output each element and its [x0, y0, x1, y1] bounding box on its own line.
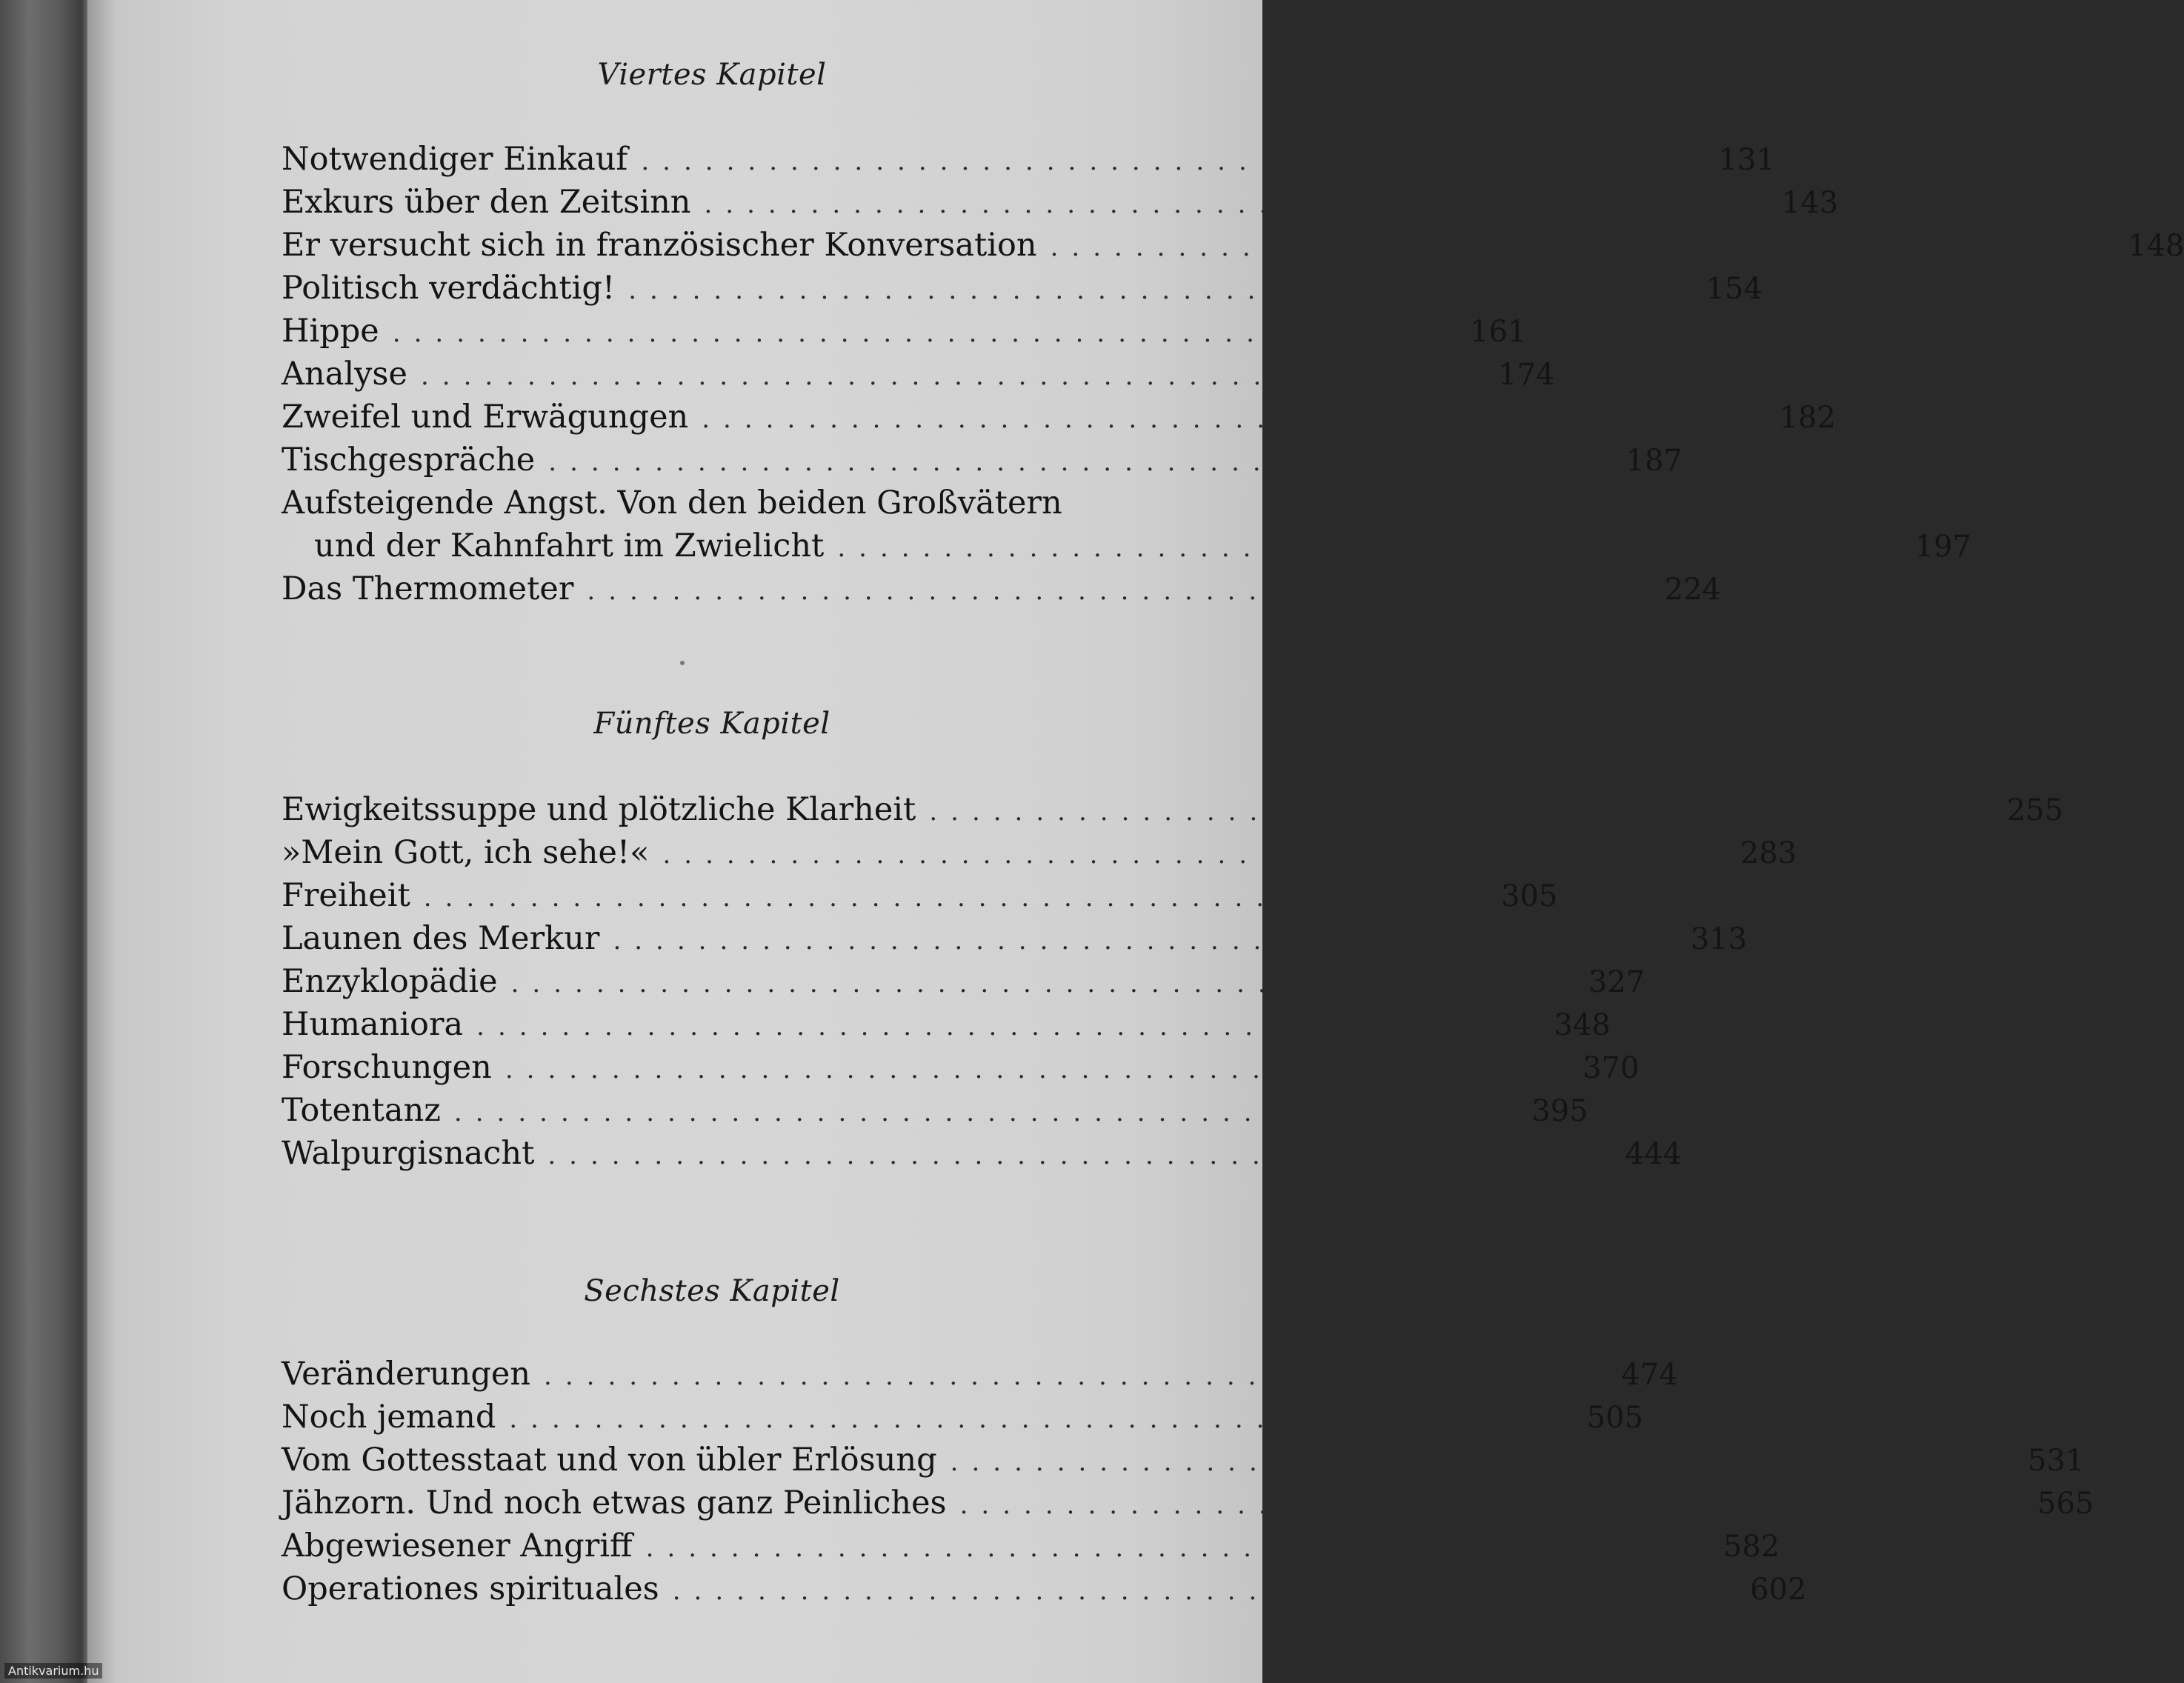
entry-title: Operationes spirituales	[282, 1570, 659, 1607]
dot-leader: ..................................................	[505, 1055, 1573, 1084]
entry-title: Noch jemand	[282, 1399, 496, 1436]
toc-entry	[282, 1353, 1678, 1396]
entry-title: Politisch verdächtig!	[282, 270, 616, 307]
entry-title: Veränderungen	[282, 1356, 531, 1393]
entry-title: Enzyklopädie	[282, 963, 498, 1000]
dot-leader: ..................................................	[453, 1098, 1522, 1127]
entry-page: 474	[1621, 1358, 1678, 1392]
source-watermark: Antikvarium.hu	[4, 1663, 102, 1679]
dot-leader: ..................................................	[662, 840, 1730, 870]
entry-page: 395	[1531, 1094, 1588, 1128]
chapter-heading-5: Fünftes Kapitel	[593, 707, 830, 741]
toc-entry	[282, 267, 1762, 310]
entry-page: 602	[1750, 1573, 1807, 1607]
dot-leader: ..................................................	[587, 576, 1654, 606]
entry-title-continuation: und der Kahnfahrt im Zwielicht	[314, 527, 825, 564]
toc-entry	[282, 138, 1776, 181]
dot-leader: ..................................................	[544, 1362, 1611, 1391]
entry-title: Exkurs über den Zeitsinn	[282, 184, 691, 221]
dot-leader: ..................................................	[628, 276, 1696, 305]
entry-page: 531	[2028, 1444, 2085, 1478]
dot-leader: ..................................................	[510, 969, 1579, 999]
dot-leader: ..................................................	[392, 319, 1460, 348]
entry-title: Das Thermometer	[282, 570, 574, 607]
dot-leader: ..................................................	[420, 361, 1488, 391]
entry-page: 182	[1779, 401, 1836, 435]
toc-entry	[282, 1482, 2094, 1524]
dot-leader: ..................................................	[959, 1490, 2028, 1520]
dot-leader: ..................................................	[672, 1576, 1740, 1606]
toc-entry	[282, 1046, 1639, 1089]
entry-title: Tischgespräche	[282, 441, 536, 479]
toc-entry	[282, 396, 1836, 439]
dot-leader: ..................................................	[950, 1447, 2018, 1477]
dot-leader: ..................................................	[641, 147, 1708, 176]
toc-entry	[282, 1089, 1588, 1132]
entry-page: 313	[1690, 922, 1748, 956]
toc-entry	[282, 831, 1797, 874]
entry-page: 370	[1582, 1051, 1639, 1085]
entry-title: Vom Gottesstaat und von übler Erlösung	[282, 1442, 937, 1479]
toc-entry	[282, 917, 1748, 960]
entry-page: 582	[1722, 1530, 1780, 1564]
dot-leader: ..................................................	[547, 1141, 1615, 1170]
toc-entry	[282, 353, 1555, 396]
entry-title: Jähzorn. Und noch etwas ganz Peinliches	[282, 1484, 947, 1522]
entry-title: Launen des Merkur	[282, 920, 600, 957]
toc-entry	[282, 874, 1558, 917]
entry-title: Zweifel und Erwägungen	[282, 399, 689, 436]
entry-page: 187	[1625, 444, 1683, 478]
paper-speck	[680, 661, 685, 665]
toc-entry	[282, 310, 1527, 353]
entry-page: 255	[2006, 793, 2064, 827]
entry-title: Forschungen	[282, 1049, 492, 1086]
chapter-heading-4: Viertes Kapitel	[597, 58, 827, 92]
entry-title: Freiheit	[282, 877, 410, 914]
entry-page: 224	[1664, 573, 1722, 607]
entry-page: 283	[1739, 836, 1797, 870]
dot-leader: ..................................................	[645, 1533, 1713, 1563]
entry-page: 327	[1588, 965, 1645, 999]
entry-title: Ewigkeitssuppe und plötzliche Klarheit	[282, 791, 916, 828]
entry-page: 148	[2128, 229, 2184, 263]
entry-page: 143	[1781, 186, 1839, 220]
entry-page: 348	[1554, 1008, 1611, 1042]
entry-title: Walpurgisnacht	[282, 1135, 535, 1172]
dot-leader: ..................................................	[613, 926, 1680, 956]
toc-entry	[282, 1003, 1611, 1046]
entry-title: Aufsteigende Angst. Von den beiden Großvätern	[282, 484, 1062, 521]
toc-entry	[282, 224, 2184, 267]
book-page	[87, 0, 2184, 1683]
entry-page: 505	[1586, 1401, 1644, 1435]
toc-entry	[282, 1132, 1682, 1175]
entry-title: »Mein Gott, ich sehe!«	[282, 834, 650, 871]
entry-page: 174	[1498, 358, 1555, 392]
toc-entry	[282, 181, 1839, 224]
entry-title: Hippe	[282, 313, 379, 350]
dot-leader: ..................................................	[837, 533, 1905, 563]
toc-entry	[282, 439, 1683, 481]
entry-page: 154	[1705, 272, 1762, 306]
dot-leader: ..................................................	[1050, 233, 2118, 262]
toc-entry	[282, 960, 1645, 1003]
entry-title: Abgewiesener Angriff	[282, 1527, 633, 1564]
entry-title: Notwendiger Einkauf	[282, 141, 628, 178]
entry-title: Analyse	[282, 356, 407, 393]
toc-entry	[282, 1567, 1807, 1610]
toc-entry	[282, 1396, 1644, 1439]
entry-page: 444	[1625, 1137, 1682, 1171]
dot-leader: ..................................................	[509, 1404, 1577, 1434]
toc-entry	[282, 567, 1722, 610]
entry-page: 161	[1470, 315, 1527, 349]
dot-leader: ..................................................	[548, 447, 1616, 477]
dot-leader: ..................................................	[929, 797, 1997, 827]
dot-leader: ..................................................	[423, 883, 1491, 913]
toc-entry	[282, 1524, 1780, 1567]
entry-page: 131	[1718, 143, 1776, 177]
toc-entry	[282, 481, 1972, 567]
entry-title: Er versucht sich in französischer Konversation	[282, 227, 1037, 264]
entry-title: Humaniora	[282, 1006, 464, 1043]
dot-leader: ..................................................	[704, 190, 1771, 219]
chapter-heading-6: Sechstes Kapitel	[584, 1274, 840, 1308]
entry-page: 565	[2037, 1487, 2094, 1521]
dot-leader: ..................................................	[476, 1012, 1544, 1042]
toc-entry	[282, 1439, 2085, 1482]
entry-title: Totentanz	[282, 1092, 441, 1129]
toc-entry	[282, 788, 2064, 831]
entry-page: 197	[1914, 530, 1972, 564]
entry-page: 305	[1501, 879, 1558, 913]
dot-leader: ..................................................	[702, 404, 1769, 434]
